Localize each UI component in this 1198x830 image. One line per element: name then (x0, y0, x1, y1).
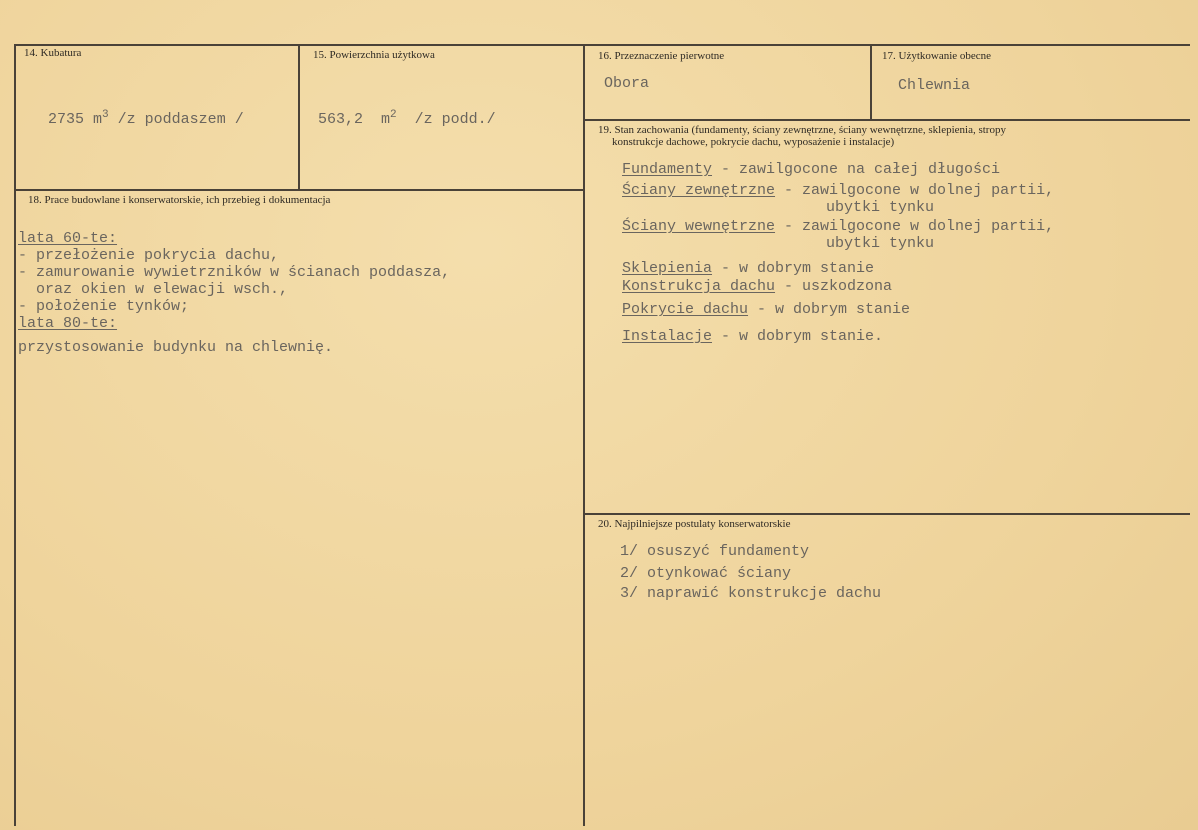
work-item: przystosowanie budynku na chlewnię. (18, 339, 334, 356)
field-17-label: 17. Użytkowanie obecne (882, 50, 992, 62)
postulate-item: 3/ naprawić konstrukcje dachu (620, 585, 882, 602)
field-17-value: Chlewnia (898, 77, 971, 94)
field-14-label: 14. Kubatura (24, 47, 82, 59)
postulate-item: 1/ osuszyć fundamenty (620, 543, 810, 560)
condition-row: Pokrycie dachu - w dobrym stanie (622, 301, 911, 318)
field-20-label: 20. Najpilniejsze postulaty konserwatorskie (598, 518, 791, 530)
field-19-label-line2: konstrukcje dachowe, pokrycie dachu, wyposażenie i instalacje) (612, 136, 895, 148)
left-rule (14, 44, 16, 826)
postulate-item: 2/ otynkować ściany (620, 565, 792, 582)
work-item: - położenie tynków; (18, 298, 190, 315)
condition-row: Fundamenty - zawilgocone na całej długości (622, 161, 1001, 178)
field-15-label: 15. Powierzchnia użytkowa (313, 49, 435, 61)
top-rule (14, 44, 1190, 46)
field-19-label-line1: 19. Stan zachowania (fundamenty, ściany zewnętrzne, ściany wewnętrzne, sklepienia, stropy (598, 124, 1006, 136)
condition-row: Ściany zewnętrzne - zawilgocone w dolnej partii, (622, 182, 1055, 199)
condition-row: Sklepienia - w dobrym stanie (622, 260, 875, 277)
divider-16-17 (870, 44, 872, 120)
condition-row: Instalacje - w dobrym stanie. (622, 328, 884, 345)
work-item: - zamurowanie wywietrzników w ścianach poddasza, (18, 264, 451, 281)
condition-row: Ściany wewnętrzne - zawilgocone w dolnej partii, (622, 218, 1055, 235)
rule-above-20 (583, 513, 1190, 515)
field-18-label: 18. Prace budowlane i konserwatorskie, ich przebieg i dokumentacja (28, 194, 331, 206)
field-15-value: 563,2 $m^2$ /z podd./ (318, 109, 496, 128)
divider-14-15 (298, 44, 300, 190)
condition-row-cont: ubytki tynku (826, 199, 935, 216)
field-14-value: 2735 $m^3$ /z poddaszem / (48, 109, 244, 128)
rule-under-16-17 (583, 119, 1190, 121)
field-16-value: Obora (604, 75, 650, 92)
condition-row-cont: ubytki tynku (826, 235, 935, 252)
field-16-label: 16. Przeznaczenie pierwotne (598, 50, 725, 62)
condition-row: Konstrukcja dachu - uszkodzona (622, 278, 893, 295)
period-60s: lata 60-te: (18, 230, 118, 247)
center-rule (583, 44, 585, 826)
work-item: oraz okien w elewacji wsch., (18, 281, 289, 298)
period-80s: lata 80-te: (18, 315, 118, 332)
work-item: - przełożenie pokrycia dachu, (18, 247, 280, 264)
rule-under-14-15 (14, 189, 585, 191)
